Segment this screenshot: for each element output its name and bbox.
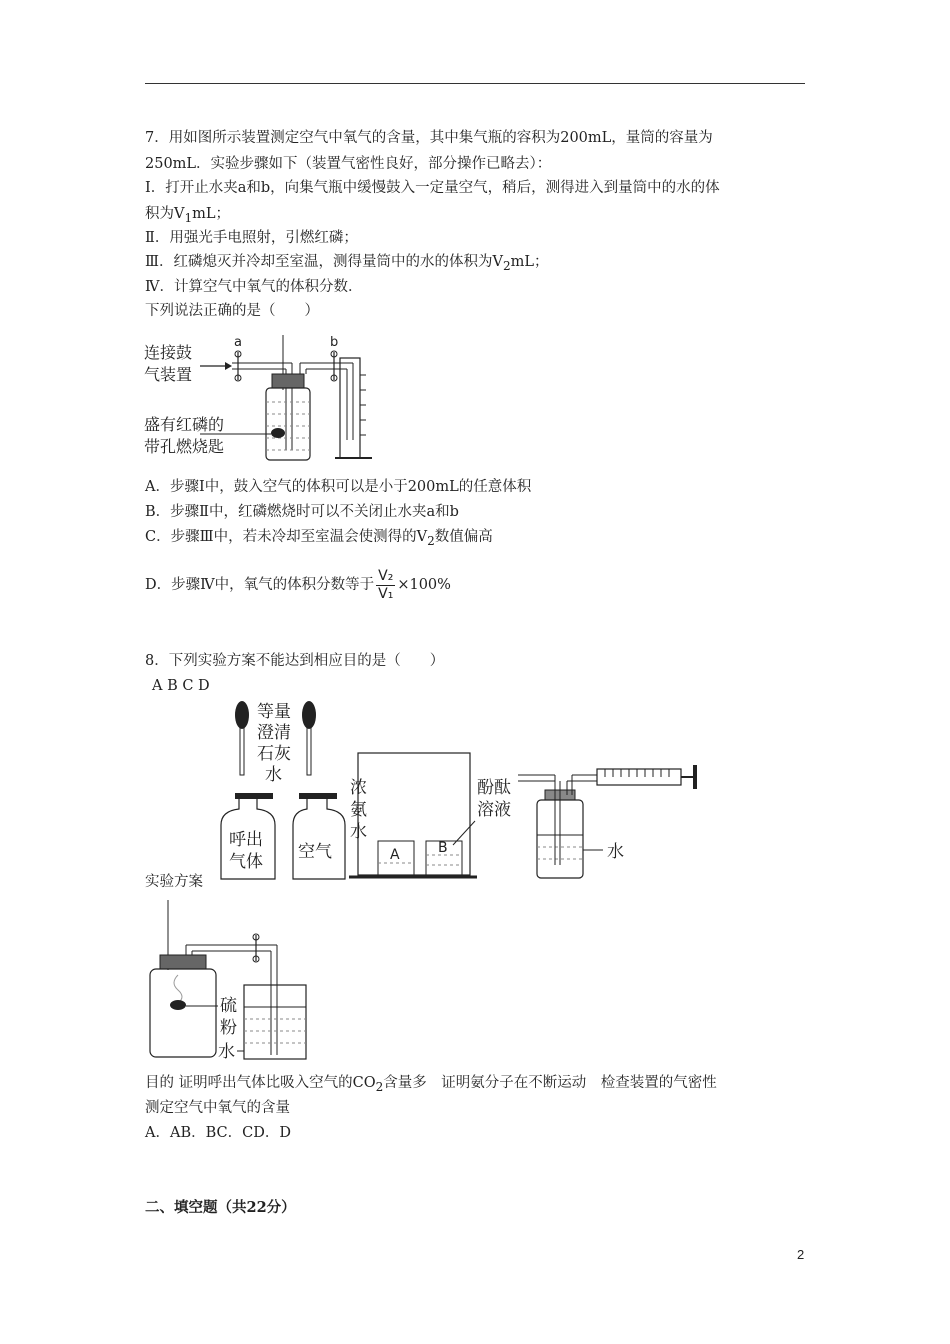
ammonia-label-1: 浓 [350,778,367,798]
phenolphthalein-label-1: 酚酞 [477,778,511,798]
syringe-water-label: 水 [607,842,624,862]
bottle2-label: 空气 [298,842,332,862]
spoon-label-line1: 盛有红磷的 [144,415,225,434]
phenolphthalein-label-2: 溶液 [477,800,511,820]
beaker-a-label: A [390,847,400,863]
page-number: 2 [797,1247,805,1262]
clamp-a-label: a [234,335,242,350]
sulfur-label-1: 硫 [220,996,237,1016]
header-rule [145,83,805,84]
ammonia-label-3: 水 [350,822,367,842]
sulfur-label-2: 粉 [220,1018,237,1038]
q7-step1-line1: Ⅰ．打开止水夹a和b，向集气瓶中缓慢鼓入一定量空气，稍后，测得进入到量筒中的水的体 [145,180,720,196]
limewater-label-2: 澄清 [257,723,291,743]
q8-purpose-line2: 测定空气中氧气的含量 [145,1100,290,1116]
air-label-line2: 气装置 [144,365,193,384]
bottle1-label-2: 气体 [229,852,263,872]
q7-apparatus-figure [140,330,390,470]
fraction: $\frac{\text{V₂}}{\text{V₁}}$ [378,567,394,602]
q7-step4: Ⅳ．计算空气中氧气的体积分数． [145,279,363,295]
q7-stem-line1: 7．用如图所示装置测定空气中氧气的含量，其中集气瓶的容积为200mL，量筒的容量为 [145,130,713,146]
q8-stem: 8．下列实验方案不能达到相应目的是（ ） [145,653,445,669]
ammonia-label-2: 氨 [350,800,367,820]
q7-ask: 下列说法正确的是（ ） [145,303,319,319]
q8-options: A．AB．BC．CD．D [145,1125,291,1141]
q7-step2: Ⅱ．用强光手电照射，引燃红磷； [145,230,358,246]
q7-option-c: C．步骤Ⅲ中，若未冷却至室温会使测得的$V_2$数值偏高 [145,529,493,548]
q7-stem-line2: 250mL．实验步骤如下（装置气密性良好，部分操作已略去）： [145,156,552,172]
q8-apparatus-row2 [140,895,320,1065]
q8-plan-label: 实验方案 [145,874,203,890]
q7-option-d: D．步骤Ⅳ中，氧气的体积分数等于 $\frac{\text{V₂}}{\text{V₁}}$ ×100% [145,567,451,602]
beaker-water-label: 水 [218,1042,235,1062]
limewater-label-4: 水 [265,765,282,785]
q7-step1-line2: 积为$V_1mL$； [145,206,231,225]
clamp-b-label: b [330,335,339,350]
section-heading: 二、填空题（共22分） [145,1199,296,1216]
q7-option-a: A．步骤Ⅰ中，鼓入空气的体积可以是小于200mL的任意体积 [145,479,532,495]
q8-apparatus-row1 [215,695,705,885]
air-label-line1: 连接鼓 [144,343,193,362]
q8-columns: A B C D [152,678,210,694]
beaker-b-label: B [438,840,448,856]
q7-step3: Ⅲ．红磷熄灭并冷却至室温，测得量筒中的水的体积为$V_2mL$； [145,254,549,273]
limewater-label-1: 等量 [257,702,291,722]
q8-purpose: 目的 证明呼出气体比吸入空气的$CO_2$含量多 证明氨分子在不断运动 检查装置的气密性 [145,1075,717,1094]
spoon-label-line2: 带孔燃烧匙 [144,437,225,456]
bottle1-label-1: 呼出 [229,830,263,850]
limewater-label-3: 石灰 [257,744,291,764]
q7-option-b: B．步骤Ⅱ中，红磷燃烧时可以不关闭止水夹a和b [145,504,459,520]
